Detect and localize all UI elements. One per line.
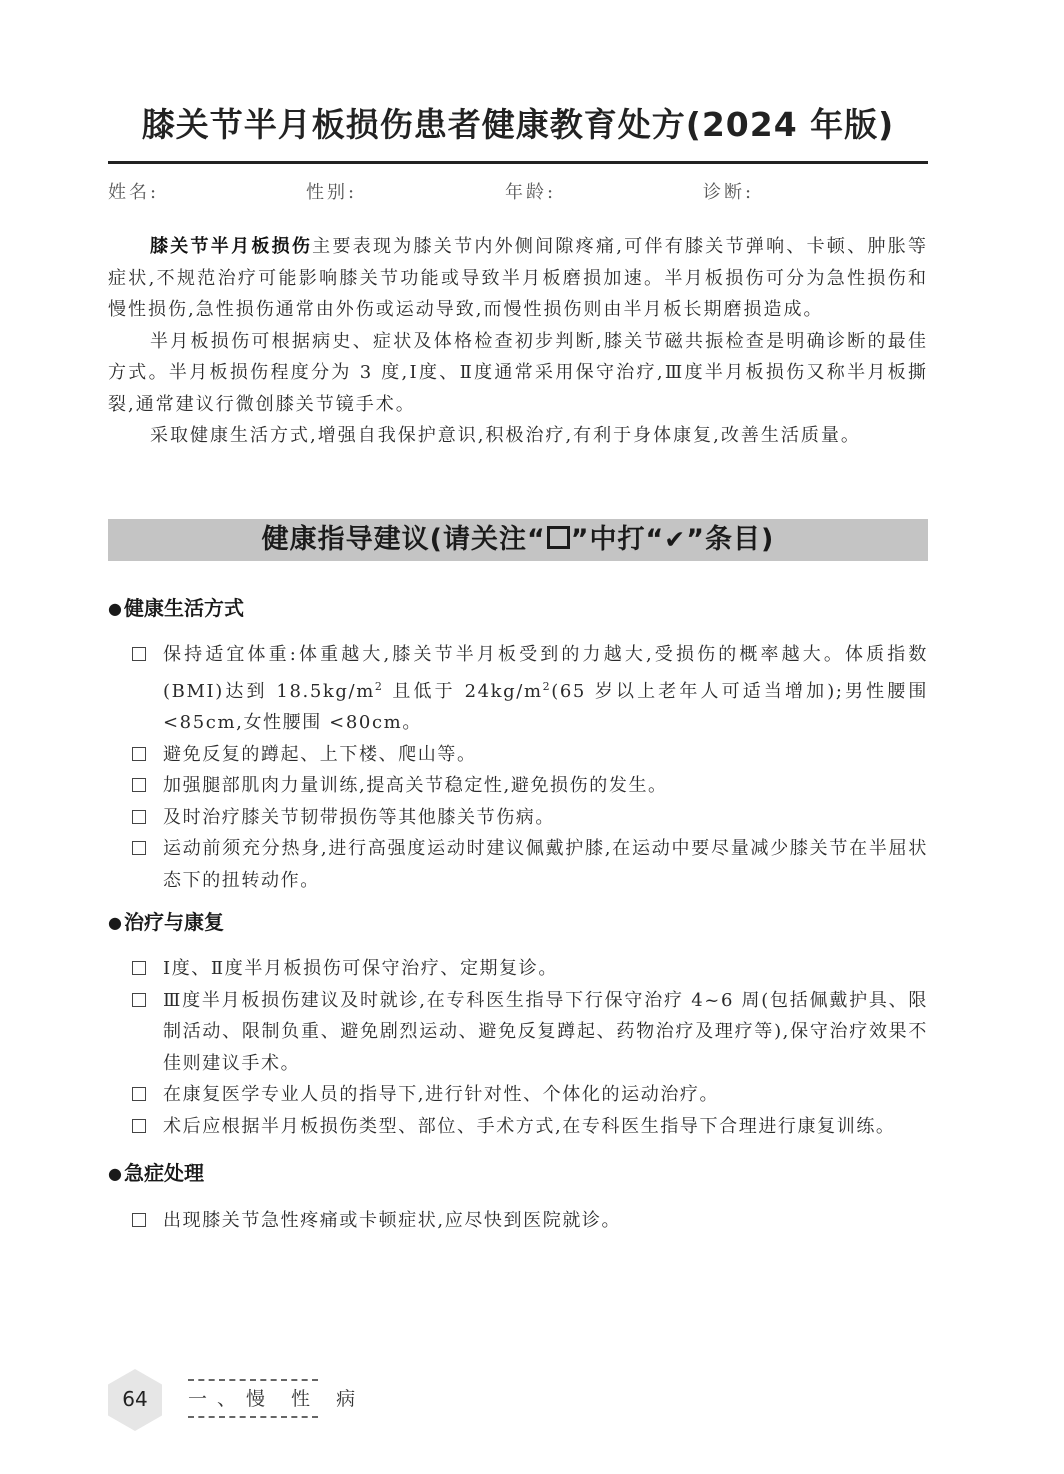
item-text: 加强腿部肌肉力量训练,提高关节稳定性,避免损伤的发生。 <box>163 775 668 796</box>
checklist-item <box>130 1111 928 1143</box>
item-text: 及时治疗膝关节韧带损伤等其他膝关节伤病。 <box>163 806 555 828</box>
checklist-item <box>130 639 928 739</box>
item-text: 出现膝关节急性疼痛或卡顿症状,应尽快到医院就诊。 <box>163 1210 622 1231</box>
section-title: 健康生活方式 <box>123 596 244 620</box>
superscript: 2 <box>542 679 552 693</box>
checklist-item <box>130 802 928 834</box>
checkbox[interactable] <box>132 961 146 975</box>
intro-keyword: 膝关节半月板损伤 <box>150 236 313 257</box>
gender-field-label: 性别: <box>306 182 358 203</box>
item-text: 且低于 24kg/m <box>383 680 543 702</box>
banner-text-middle: ”中打“ <box>570 524 665 555</box>
age-field-label: 年龄: <box>505 182 557 203</box>
banner-text-suffix: ”条目) <box>686 524 775 555</box>
checkbox[interactable] <box>132 1087 146 1101</box>
checkbox[interactable] <box>132 1213 146 1227</box>
bullet-icon: ● <box>108 1164 122 1183</box>
treatment-checklist <box>130 953 928 1142</box>
checklist-item <box>130 953 928 985</box>
item-text: 术后应根据半月板损伤类型、部位、手术方式,在专科医生指导下合理进行康复训练。 <box>163 1115 896 1137</box>
section-heading-emergency <box>108 1159 204 1188</box>
item-text: Ⅲ度半月板损伤建议及时就诊,在专科医生指导下行保守治疗 4~6 周(包括佩戴护具、限制活动、限制负重、避免剧烈运动、避免反复蹲起、药物治疗及理疗等),保守治疗效果不佳则建议手术。 <box>163 989 928 1074</box>
item-text: 保持适宜体重:体重越大,膝关节半月板受到的力越大,受损伤的概率越大。体质指数(BMI)达到 18.5kg/m <box>163 644 928 702</box>
checklist-item <box>130 833 928 896</box>
section-heading-lifestyle <box>108 594 244 623</box>
footer-section-label: 一、慢 性 病 <box>188 1388 366 1410</box>
section-heading-treatment <box>108 908 224 937</box>
checkbox[interactable] <box>132 1119 146 1133</box>
checklist-item <box>130 1205 928 1237</box>
checkmark-icon: ✔ <box>664 525 687 554</box>
item-text: 运动前须充分热身,进行高强度运动时建议佩戴护膝,在运动中要尽量减少膝关节在半屈状态下的扭转动作。 <box>163 838 928 891</box>
checklist-item <box>130 985 928 1080</box>
checkbox[interactable] <box>132 747 146 761</box>
intro-paragraph-3: 采取健康生活方式,增强自我保护意识,积极治疗,有利于身体康复,改善生活质量。 <box>150 425 861 446</box>
item-text: 在康复医学专业人员的指导下,进行针对性、个体化的运动治疗。 <box>163 1084 720 1105</box>
page-number: 64 <box>122 1387 148 1411</box>
checkbox[interactable] <box>132 778 146 792</box>
footer-divider-top <box>188 1379 318 1381</box>
intro-text <box>108 231 928 452</box>
lifestyle-checklist <box>130 639 928 896</box>
item-text: 避免反复的蹲起、上下楼、爬山等。 <box>163 743 477 765</box>
footer-divider-bottom <box>188 1416 318 1418</box>
title-divider <box>108 161 928 164</box>
diagnosis-field-label: 诊断: <box>703 182 755 203</box>
item-text: Ⅰ度、Ⅱ度半月板损伤可保守治疗、定期复诊。 <box>163 958 558 979</box>
banner-text-prefix: 健康指导建议(请关注“ <box>261 524 546 555</box>
intro-paragraph-2: 半月板损伤可根据病史、症状及体格检查初步判断,膝关节磁共振检查是明确诊断的最佳方式。半月板损伤程度分为 3 度,Ⅰ度、Ⅱ度通常采用保守治疗,Ⅲ度半月板损伤又称半月板撕裂,通常建议行微创膝关节镜手术。 <box>108 330 928 415</box>
checkbox[interactable] <box>132 841 146 855</box>
bullet-icon: ● <box>108 913 122 932</box>
checkbox[interactable] <box>132 647 146 661</box>
section-title: 治疗与康复 <box>123 910 224 934</box>
page-title: 膝关节半月板损伤患者健康教育处方(2024 年版) <box>141 105 895 144</box>
name-field-label: 姓名: <box>108 182 160 203</box>
guidance-banner <box>108 519 928 561</box>
checklist-item <box>130 770 928 802</box>
bullet-icon: ● <box>108 599 122 618</box>
checkbox-icon <box>547 526 570 549</box>
intro-paragraph-1-text: 主要表现为膝关节内外侧间隙疼痛,可伴有膝关节弹响、卡顿、肿胀等症状,不规范治疗可能影响膝关节功能或导致半月板磨损加速。半月板损伤可分为急性损伤和慢性损伤,急性损伤通常由外伤或运动导致,而慢性损伤则由半月板长期磨损造成。 <box>108 236 929 320</box>
checkbox[interactable] <box>132 993 146 1007</box>
section-title: 急症处理 <box>123 1161 204 1185</box>
intro-paragraph-1 <box>108 231 928 326</box>
checkbox[interactable] <box>132 810 146 824</box>
item-text: (65 岁以上老年人可适当增加);男性腰围 <85cm,女性腰围 <80cm。 <box>163 680 928 733</box>
emergency-checklist <box>130 1205 928 1237</box>
checklist-item <box>130 1079 928 1111</box>
superscript: 2 <box>374 679 384 693</box>
checklist-item <box>130 739 928 771</box>
